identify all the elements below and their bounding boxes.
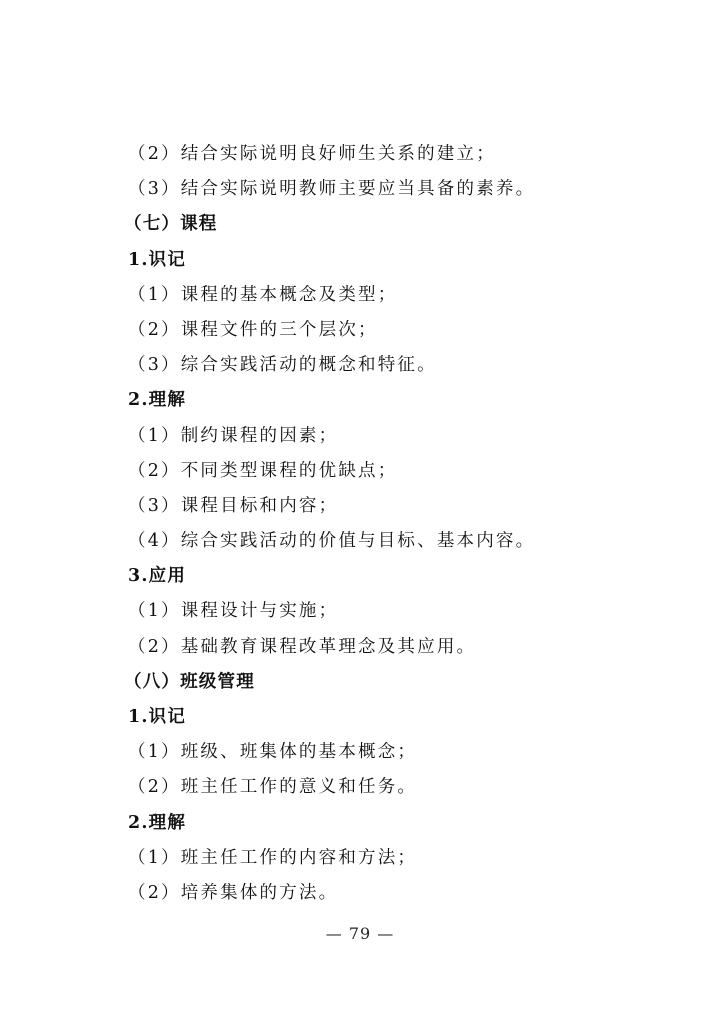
- page-number: — 79 —: [325, 924, 395, 943]
- list-item: （3）综合实践活动的概念和特征。: [128, 355, 437, 376]
- list-item: （1）班级、班集体的基本概念；: [128, 742, 418, 763]
- page-body: [124, 137, 668, 911]
- list-item: （1）班主任工作的内容和方法；: [128, 847, 418, 868]
- list-item: （2）不同类型课程的优缺点；: [128, 460, 398, 481]
- subsection-heading: 3.应用: [128, 566, 187, 587]
- list-item: （2）基础教育课程改革理念及其应用。: [128, 636, 477, 657]
- list-item: （1）课程的基本概念及类型；: [128, 284, 398, 305]
- list-item: （2）培养集体的方法。: [128, 882, 339, 903]
- subsection-heading: 2.理解: [128, 390, 187, 411]
- section-heading: （八）班级管理: [124, 671, 255, 692]
- list-item: （2）结合实际说明良好师生关系的建立；: [128, 144, 496, 164]
- list-item: （2）班主任工作的意义和任务。: [128, 777, 418, 798]
- subsection-heading: 2.理解: [128, 812, 187, 833]
- list-item: （3）结合实际说明教师主要应当具备的素养。: [128, 179, 536, 200]
- list-item: （4）综合实践活动的价值与目标、基本内容。: [128, 531, 536, 552]
- list-item: （3）课程目标和内容；: [128, 495, 339, 516]
- section-heading: （七）课程: [124, 214, 218, 235]
- subsection-heading: 1.识记: [128, 249, 187, 270]
- list-item: （1）课程设计与实施；: [128, 601, 339, 622]
- list-item: （1）制约课程的因素；: [128, 425, 339, 446]
- list-item: （2）课程文件的三个层次；: [128, 319, 378, 340]
- subsection-heading: 1.识记: [128, 707, 187, 727]
